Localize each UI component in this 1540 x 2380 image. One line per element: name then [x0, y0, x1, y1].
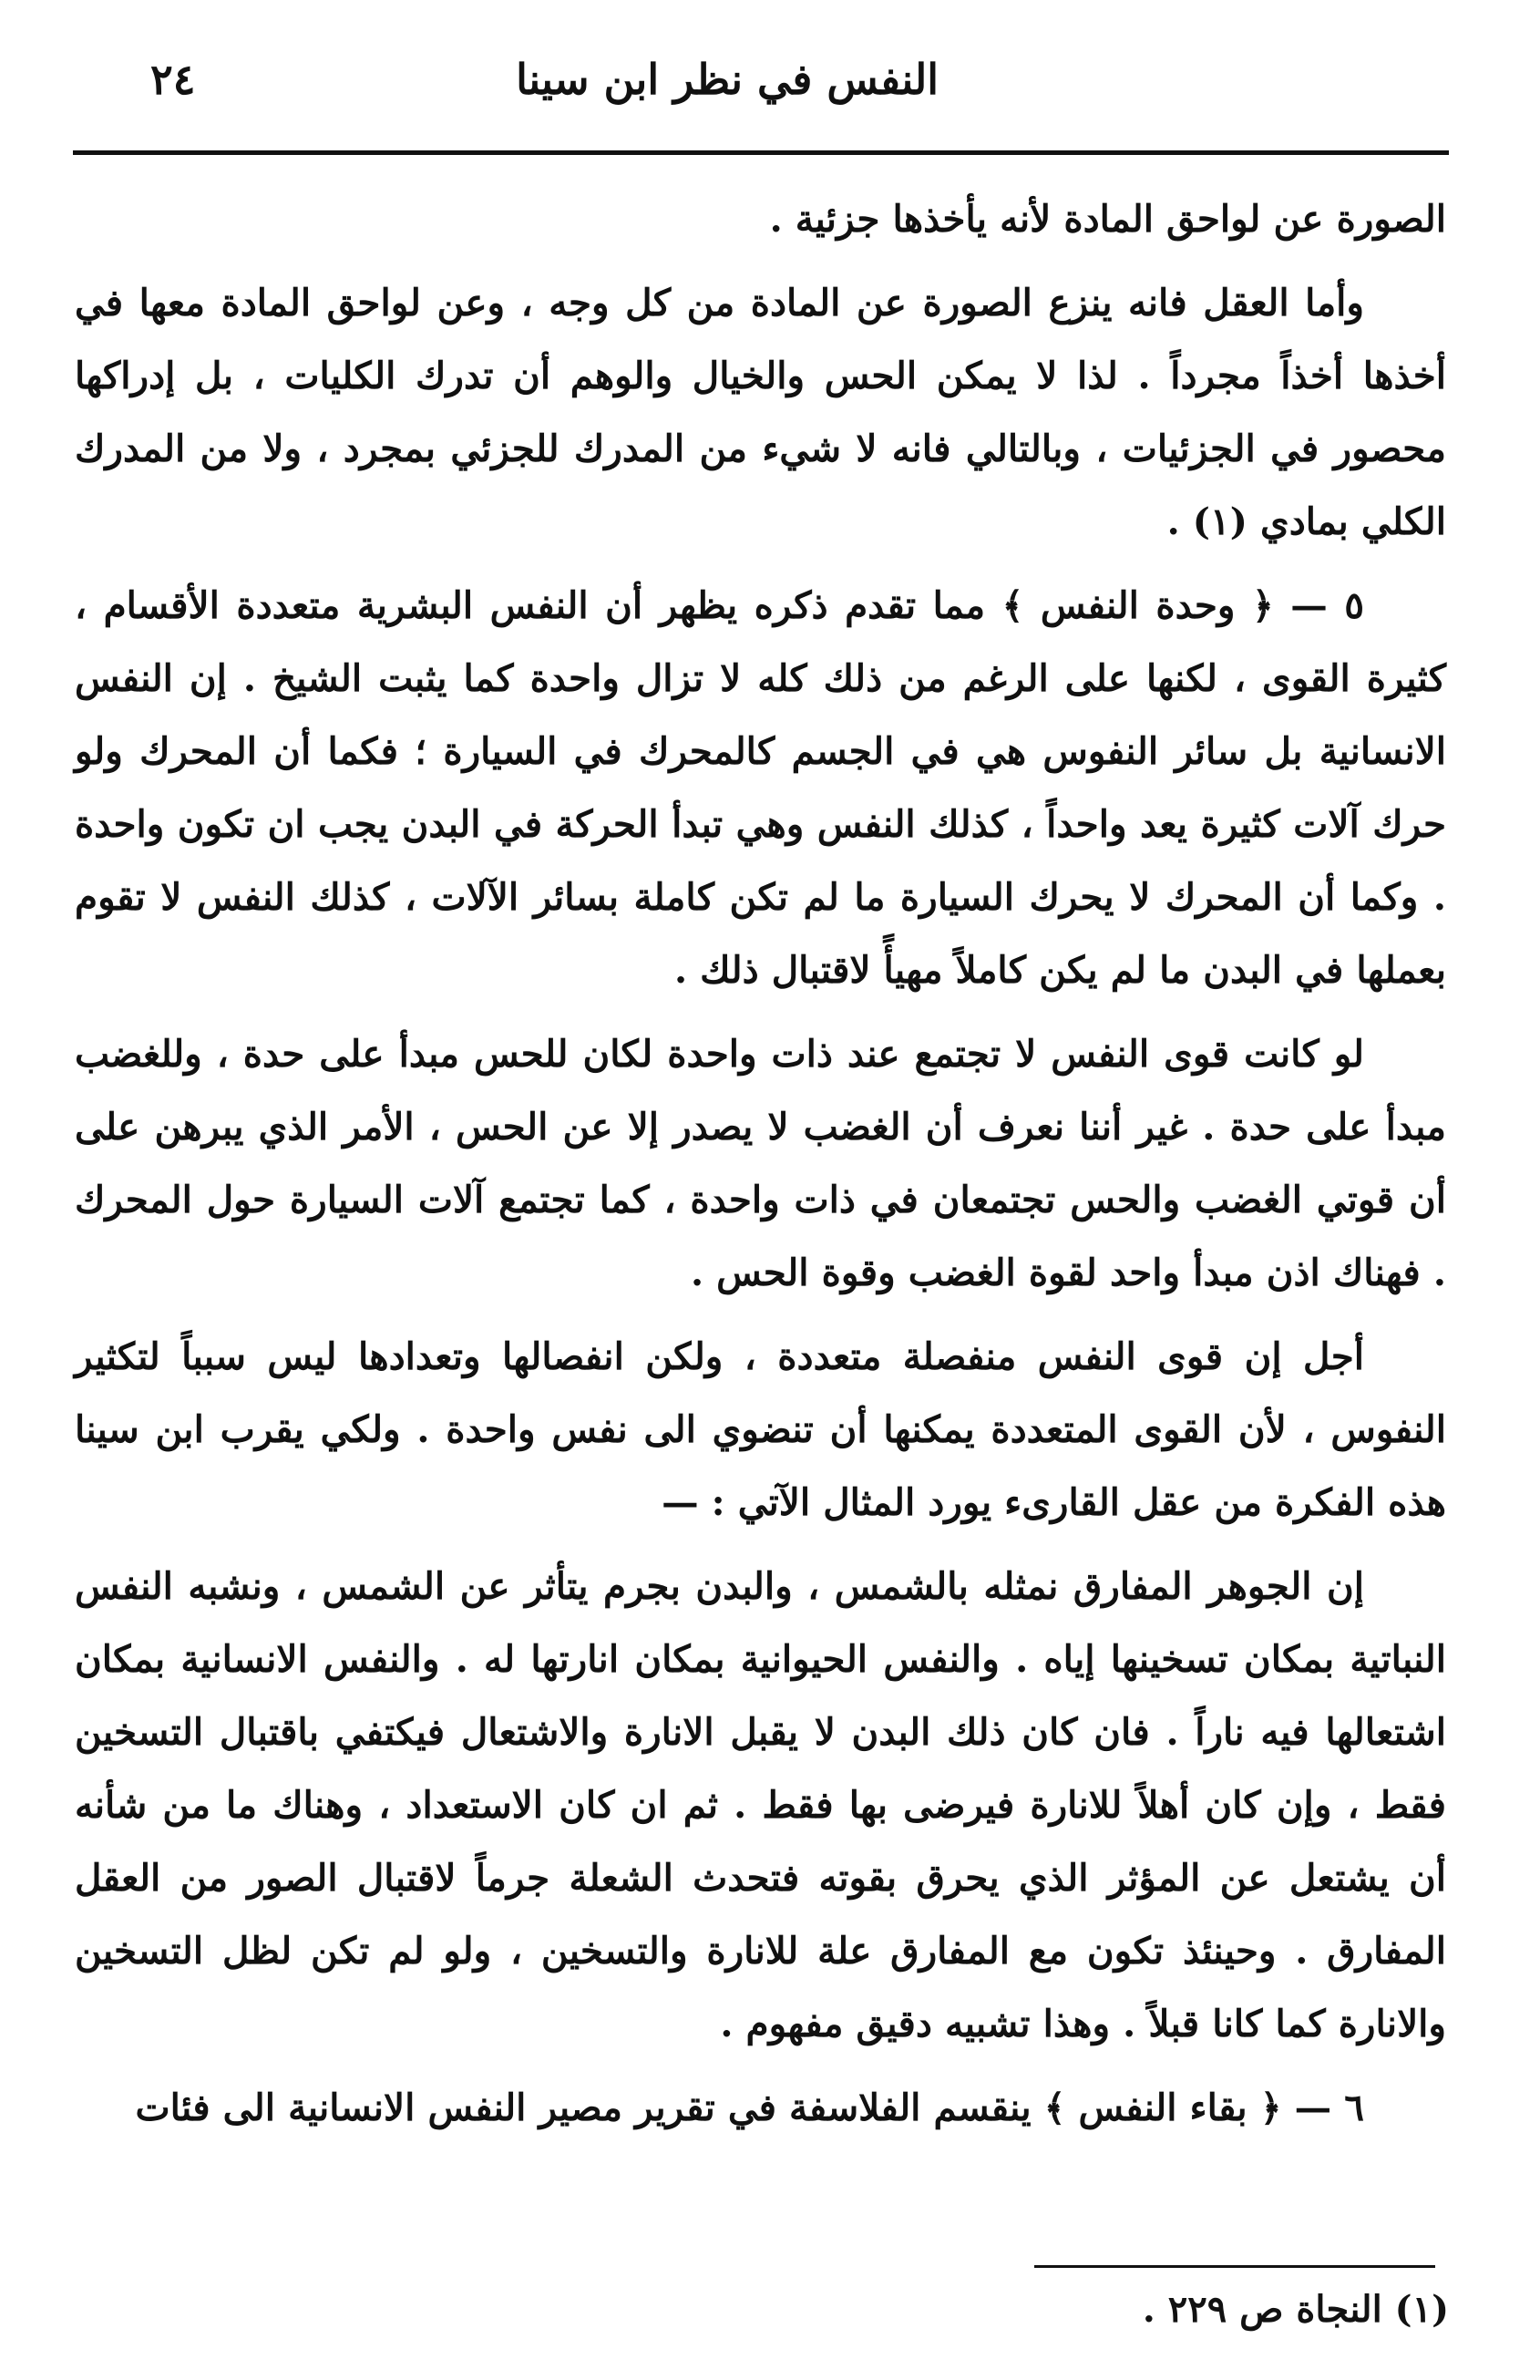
header-rule: [73, 150, 1449, 155]
paragraph-6: إن الجوهر المفارق نمثله بالشمس ، والبدن بجرم يتأثر عن الشمس ، ونشبه النفس النباتية بمكان تسخينها إياه . والنفس الحيوانية بمكان انارتها له . والنفس الانسانية بمكان اشتعالها فيه ناراً . فان كان ذلك البدن لا يقبل الانارة والاشتعال فيكتفي باقتبال التسخين فقط ، وإن كان أهلاً للانارة فيرضى بها فقط . ثم ان كان الاستعداد ، وهناك ما من شأنه أن يشتعل عن المؤثر الذي يحرق بقوته فتحدث الشعلة جرماً لاقتبال الصور من العقل المفارق . وحينئذ تكون مع المفارق علة للانارة والتسخين ، ولو لم تكن لظل التسخين والانارة كما كانا قبلاً . وهذا تشبيه دقيق مفهوم .: [75, 1564, 1446, 2045]
body-text: [75, 182, 1446, 2155]
paragraph-1: الصورة عن لواحق المادة لأنه يأخذها جزئية .: [769, 197, 1446, 241]
paragraph-5: أجل إن قوى النفس منفصلة متعددة ، ولكن انفصالها وتعدادها ليس سبباً لتكثير النفوس ، لأن القوى المتعددة يمكنها أن تنضوي الى نفس واحدة . ولكي يقرب ابن سينا هذه الفكرة من عقل القارىء يورد المثال الآتي : —: [75, 1334, 1446, 1524]
paragraph-4: لو كانت قوى النفس لا تجتمع عند ذات واحدة لكان للحس مبدأ على حدة ، وللغضب مبدأ على حدة . غير أننا نعرف أن الغضب لا يصدر إلا عن الحس ، الأمر الذي يبرهن على أن قوتي الغضب والحس تجتمعان في ذات واحدة ، كما تجتمع آلات السيارة حول المحرك . فهناك اذن مبدأ واحد لقوة الغضب وقوة الحس .: [75, 1032, 1446, 1294]
paragraph-2: وأما العقل فانه ينزع الصورة عن المادة من كل وجه ، وعن لواحق المادة معها في أخذها أخذاً مجرداً . لذا لا يمكن الحس والخيال والوهم أن تدرك الكليات ، بل إدراكها محصور في الجزئيات ، وبالتالي فانه لا شيء من المدرك للجزئي بمجرد ، ولا من المدرك الكلي بمادي (١) .: [75, 281, 1446, 543]
running-title: النفس في نظر ابن سينا: [516, 55, 939, 104]
footnote-rule: [1034, 2265, 1435, 2268]
paragraph-7-survival-of-soul: ٦ — ﴿ بقاء النفس ﴾ ينقسم الفلاسفة في تقرير مصير النفس الانسانية الى فئات: [135, 2086, 1364, 2129]
paragraph-3-unity-of-soul: ٥ — ﴿ وحدة النفس ﴾ مما تقدم ذكره يظهر أن النفس البشرية متعددة الأقسام ، كثيرة القوى ، لكنها على الرغم من ذلك كله لا تزال واحدة كما يثبت الشيخ . إن النفس الانسانية بل سائر النفوس هي في الجسم كالمحرك في السيارة ؛ فكما أن المحرك ولو حرك آلات كثيرة يعد واحداً ، كذلك النفس وهي تبدأ الحركة في البدن يجب ان تكون واحدة . وكما أن المحرك لا يحرك السيارة ما لم تكن كاملة بسائر الآلات ، كذلك النفس لا تقوم بعملها في البدن ما لم يكن كاملاً مهيأً لاقتبال ذلك .: [75, 583, 1446, 992]
footnote: (١) النجاة ص ٢٢٩ .: [1142, 2288, 1449, 2331]
page-header: [73, 55, 1449, 118]
page-number: ٢٤: [150, 55, 196, 104]
